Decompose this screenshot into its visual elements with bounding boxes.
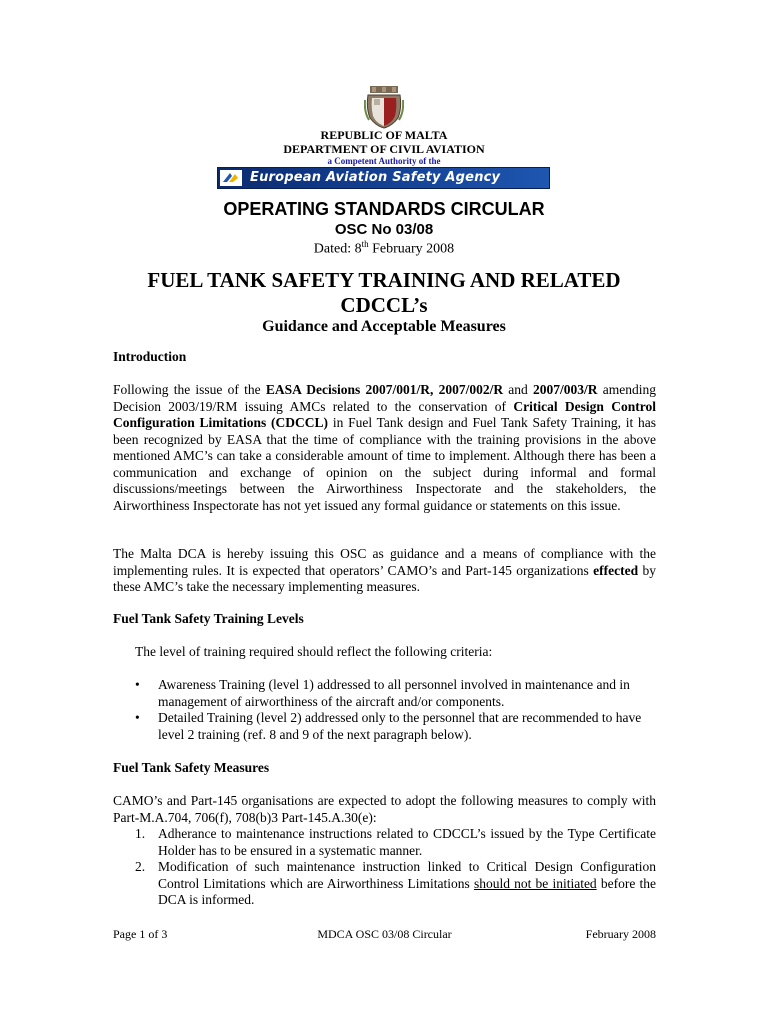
circular-number: OSC No 03/08: [334, 221, 434, 238]
safety-measures-heading: Fuel Tank Safety Measures: [113, 760, 270, 775]
introduction-paragraph-2: The Malta DCA is hereby issuing this OSC as guidance and a means of compliance with the implementing rules. It is expected that operators’ CAMO’s and Part-145 organizations effected by these AMC’s take the necessary implementing measures.: [113, 546, 656, 594]
bullet-icon: •: [135, 677, 140, 692]
page-number: Page 1 of 3: [113, 927, 168, 941]
training-levels-heading: Fuel Tank Safety Training Levels: [113, 611, 304, 626]
footer-date: February 2008: [585, 927, 656, 941]
list-item: • Detailed Training (level 2) addressed only to the personnel that are recommended to have level 2 training (ref. 8 and 9 of the next paragraph below).: [135, 710, 642, 742]
list-item: 1. Adherance to maintenance instructions related to CDCCL’s issued by the Type Certificate Holder has to be ensured in a systematic manner.: [135, 826, 656, 858]
page-footer: [113, 927, 656, 943]
competent-authority-label: a Competent Authority of the: [327, 156, 441, 166]
circular-date: Dated: 8th February 2008: [313, 239, 455, 257]
document-subtitle: Guidance and Acceptable Measures: [262, 318, 506, 335]
introduction-paragraph-1: Following the issue of the EASA Decisions 2007/001/R, 2007/002/R and 2007/003/R amending Decision 2003/19/RM issuing AMCs related to the conservation of Critical Design Control Configuration Limitations (CDCCL) in Fuel Tank design and Fuel Tank Safety Training, it has been recognized by EASA that the time of compliance with the training provisions in the above mentioned AMC’s can take a considerable amount of time to implement. Although there has been a communication and exchange of opinion on the subject during informal and formal discussions/meetings between the Airworthiness Inspectorate and the stakeholders, the Airworthiness Inspectorate has not yet issued any formal guidance or statements on this issue.: [113, 382, 656, 513]
easa-logo-icon: [220, 170, 242, 186]
circular-title: OPERATING STANDARDS CIRCULAR: [223, 199, 545, 219]
introduction-heading: Introduction: [113, 349, 187, 364]
department-label: DEPARTMENT OF CIVIL AVIATION: [283, 142, 485, 156]
easa-banner-text: European Aviation Safety Agency: [250, 170, 501, 185]
republic-label: REPUBLIC OF MALTA: [320, 128, 448, 142]
safety-measures-list: [135, 826, 656, 909]
training-levels-intro: The level of training required should reflect the following criteria:: [135, 644, 493, 659]
document-title: FUEL TANK SAFETY TRAINING AND RELATED CDCCL’s: [147, 268, 621, 317]
training-levels-list: [135, 677, 656, 743]
list-item: 2. Modification of such maintenance instruction linked to Critical Design Configuration Control Limitations which are Airworthiness Limitations should not be initiated before the DCA is informed.: [135, 859, 656, 907]
footer-reference: MDCA OSC 03/08 Circular: [317, 927, 452, 941]
bullet-icon: •: [135, 710, 140, 725]
safety-measures-intro: CAMO’s and Part-145 organisations are expected to adopt the following measures to comply with Part-M.A.704, 706(f), 708(b)3 Part-145.A.30(e):: [113, 793, 656, 825]
malta-crest-icon: [364, 86, 404, 130]
list-item: • Awareness Training (level 1) addressed to all personnel involved in maintenance and in management of airworthiness of the aircraft and/or components.: [135, 677, 630, 709]
easa-banner: [217, 167, 550, 189]
